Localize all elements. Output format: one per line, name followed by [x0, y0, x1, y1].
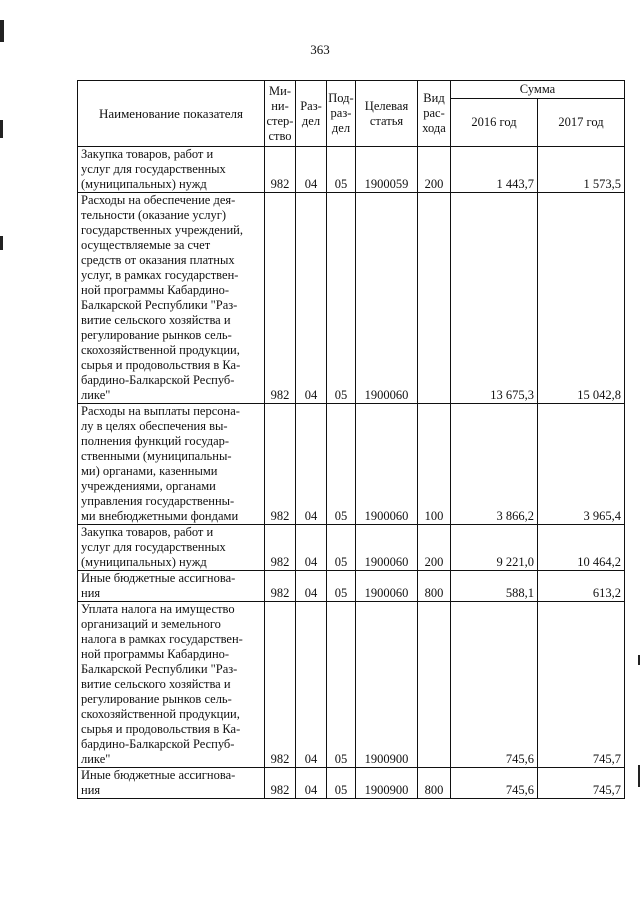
cell-2016: 1 443,7 [451, 147, 538, 193]
cell-name: Расходы на выплаты персона- лу в целях обеспечения вы- полнения функций государ- ственными (муниципальны- ми) органами, казенными учреждениями, органами управления государственны- ми внебюджетными фондами [78, 404, 265, 525]
header-2016: 2016 год [451, 99, 538, 147]
cell-subsection: 05 [327, 147, 356, 193]
cell-expense-type: 800 [418, 768, 451, 799]
table-row [78, 147, 625, 193]
scan-edge-mark [0, 236, 3, 250]
budget-table [77, 80, 625, 799]
cell-name: Закупка товаров, работ и услуг для государственных (муниципальных) нужд [78, 525, 265, 571]
cell-target: 1900060 [356, 404, 418, 525]
cell-2017: 3 965,4 [538, 404, 625, 525]
cell-ministry: 982 [265, 768, 296, 799]
cell-expense-type: 200 [418, 525, 451, 571]
cell-expense-type: 100 [418, 404, 451, 525]
cell-name: Иные бюджетные ассигнова- ния [78, 571, 265, 602]
cell-section: 04 [296, 602, 327, 768]
cell-target: 1900060 [356, 525, 418, 571]
cell-expense-type: 800 [418, 571, 451, 602]
table-row [78, 404, 625, 525]
cell-section: 04 [296, 147, 327, 193]
header-expense-type: Вид рас- хода [418, 81, 451, 147]
cell-ministry: 982 [265, 602, 296, 768]
header-ministry: Ми- ни- стер- ство [265, 81, 296, 147]
cell-subsection: 05 [327, 768, 356, 799]
header-section: Раз- дел [296, 81, 327, 147]
table-body [78, 147, 625, 799]
cell-2016: 3 866,2 [451, 404, 538, 525]
cell-2017: 613,2 [538, 571, 625, 602]
cell-2017: 15 042,8 [538, 193, 625, 404]
cell-target: 1900060 [356, 193, 418, 404]
cell-subsection: 05 [327, 602, 356, 768]
cell-2016: 13 675,3 [451, 193, 538, 404]
cell-ministry: 982 [265, 525, 296, 571]
cell-2016: 745,6 [451, 768, 538, 799]
cell-ministry: 982 [265, 404, 296, 525]
cell-subsection: 05 [327, 571, 356, 602]
cell-target: 1900059 [356, 147, 418, 193]
cell-2016: 745,6 [451, 602, 538, 768]
header-target: Целевая статья [356, 81, 418, 147]
cell-target: 1900900 [356, 602, 418, 768]
cell-target: 1900900 [356, 768, 418, 799]
cell-expense-type: 200 [418, 147, 451, 193]
header-sum: Сумма [451, 81, 625, 99]
cell-target: 1900060 [356, 571, 418, 602]
cell-2017: 745,7 [538, 602, 625, 768]
cell-name: Иные бюджетные ассигнова- ния [78, 768, 265, 799]
header-2017: 2017 год [538, 99, 625, 147]
cell-expense-type [418, 193, 451, 404]
table-row [78, 768, 625, 799]
scan-edge-mark [0, 20, 4, 42]
header-name: Наименование показателя [78, 81, 265, 147]
cell-subsection: 05 [327, 404, 356, 525]
cell-section: 04 [296, 768, 327, 799]
table-row [78, 193, 625, 404]
cell-ministry: 982 [265, 193, 296, 404]
table-row [78, 525, 625, 571]
cell-section: 04 [296, 404, 327, 525]
table-row [78, 602, 625, 768]
cell-ministry: 982 [265, 147, 296, 193]
cell-subsection: 05 [327, 193, 356, 404]
scan-edge-mark [0, 120, 3, 138]
cell-name: Закупка товаров, работ и услуг для государственных (муниципальных) нужд [78, 147, 265, 193]
cell-section: 04 [296, 571, 327, 602]
cell-ministry: 982 [265, 571, 296, 602]
cell-section: 04 [296, 525, 327, 571]
page-number: 363 [310, 42, 330, 57]
cell-2017: 10 464,2 [538, 525, 625, 571]
table-row [78, 571, 625, 602]
header-subsection: Под- раз- дел [327, 81, 356, 147]
cell-2016: 588,1 [451, 571, 538, 602]
cell-section: 04 [296, 193, 327, 404]
cell-name: Уплата налога на имущество организаций и земельного налога в рамках государствен- ной программы Кабардино- Балкарской Республики "Раз- витие сельского хозяйства и регулирование рынков сель- скохозяйственной продукции, сырья и продовольствия в Ка- бардино-Балкарской Респуб- лике" [78, 602, 265, 768]
cell-expense-type [418, 602, 451, 768]
cell-name: Расходы на обеспечение дея- тельности (оказание услуг) государственных учреждений, осуществляемые за счет средств от оказания платных услуг, в рамках государствен- ной программы Кабардино- Балкарской Республики "Раз- витие сельского хозяйства и регулирование рынков сель- скохозяйственной продукции, сырья и продовольствия в Ка- бардино-Балкарской Респуб- лике" [78, 193, 265, 404]
cell-2016: 9 221,0 [451, 525, 538, 571]
cell-2017: 1 573,5 [538, 147, 625, 193]
cell-2017: 745,7 [538, 768, 625, 799]
cell-subsection: 05 [327, 525, 356, 571]
